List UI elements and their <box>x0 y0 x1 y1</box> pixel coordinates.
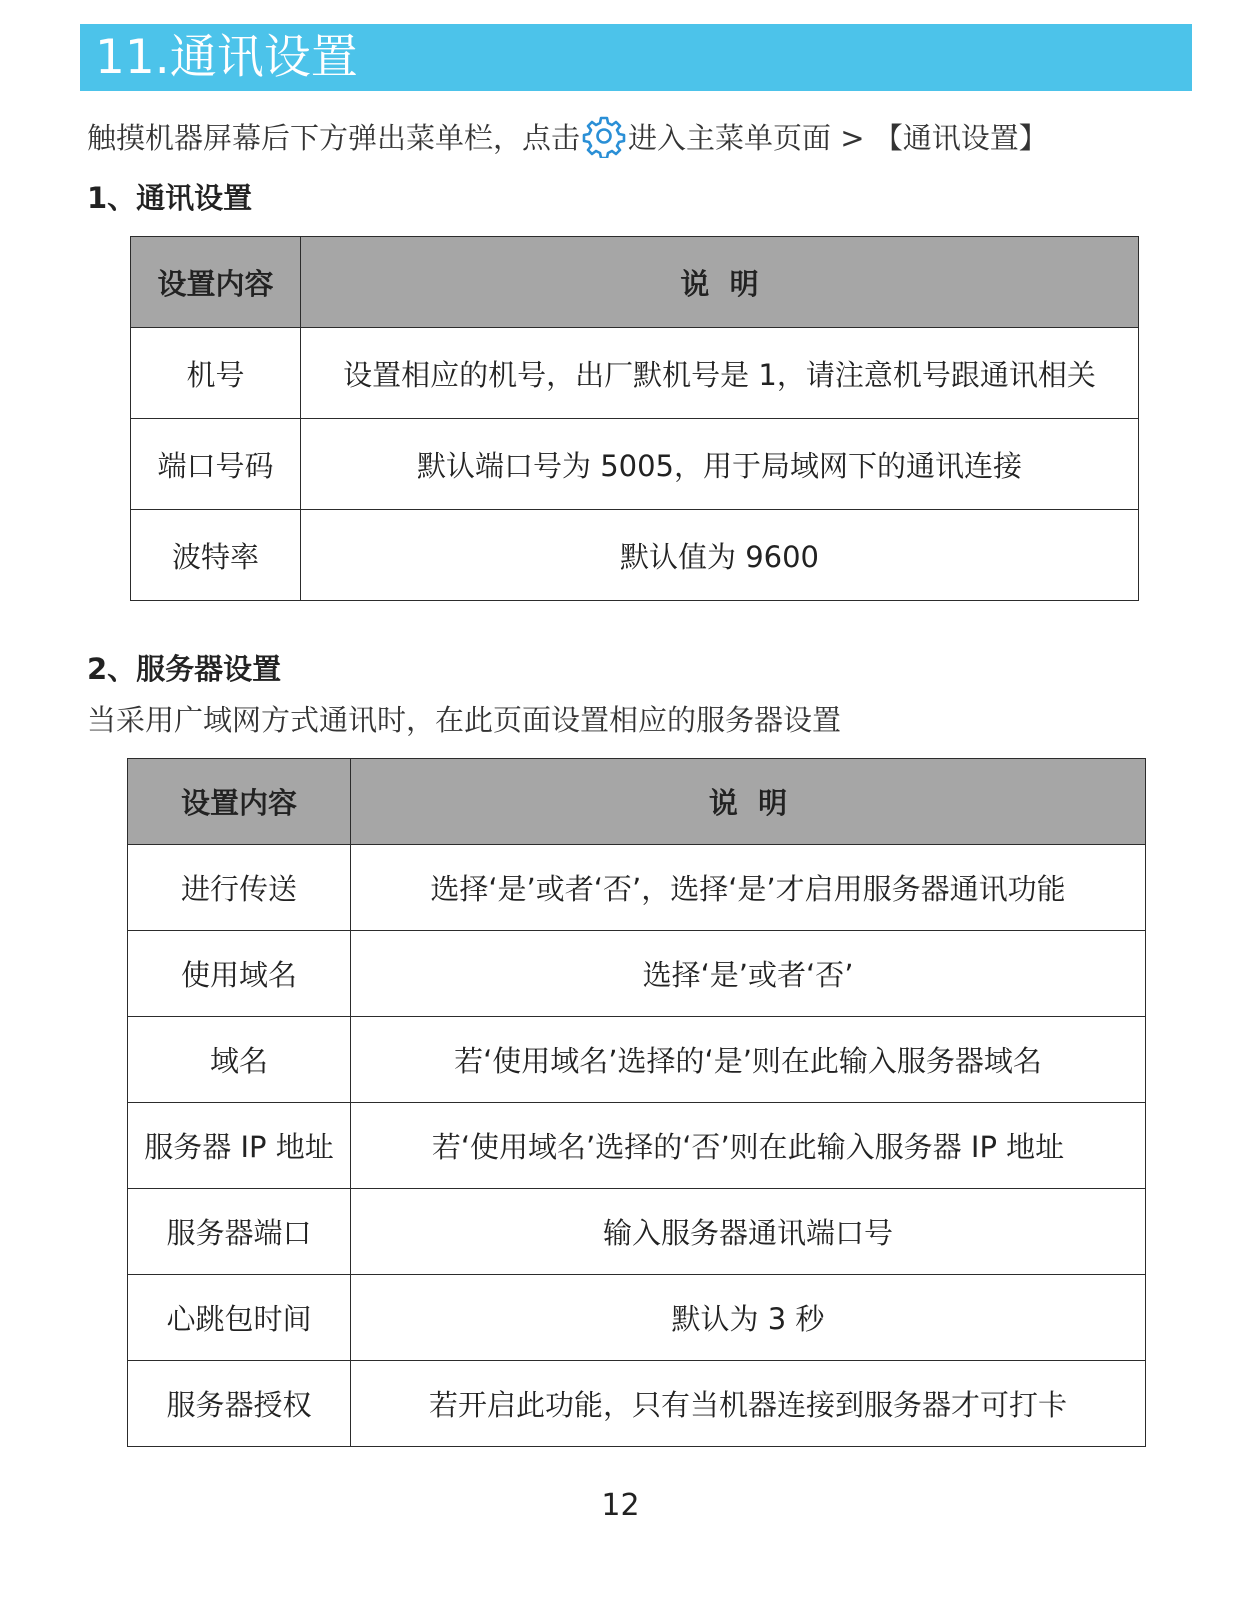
setting-name: 进行传送 <box>128 845 351 931</box>
setting-description: 设置相应的机号，出厂默机号是 1，请注意机号跟通讯相关 <box>301 328 1139 419</box>
setting-name: 域名 <box>128 1017 351 1103</box>
table-row <box>131 510 1139 601</box>
server-settings-table <box>127 758 1146 1447</box>
setting-name: 服务器端口 <box>128 1189 351 1275</box>
chapter-title: 11.通讯设置 <box>95 30 358 85</box>
setting-description: 输入服务器通讯端口号 <box>351 1189 1146 1275</box>
intro-paragraph <box>87 108 1048 164</box>
section1-title: 1、通讯设置 <box>87 181 253 215</box>
table-row <box>128 1017 1146 1103</box>
table-row <box>128 1103 1146 1189</box>
setting-name: 使用域名 <box>128 931 351 1017</box>
table-header-row <box>128 759 1146 845</box>
table-row <box>128 1189 1146 1275</box>
table-row <box>128 845 1146 931</box>
communication-settings-table <box>130 236 1139 601</box>
setting-description: 选择‘是’或者‘否’，选择‘是’才启用服务器通讯功能 <box>351 845 1146 931</box>
setting-description: 若开启此功能，只有当机器连接到服务器才可打卡 <box>351 1361 1146 1447</box>
header-setting-content: 设置内容 <box>128 759 351 845</box>
setting-description: 若‘使用域名’选择的‘是’则在此输入服务器域名 <box>351 1017 1146 1103</box>
setting-description: 默认值为 9600 <box>301 510 1139 601</box>
setting-name: 服务器 IP 地址 <box>128 1103 351 1189</box>
page-number: 12 <box>601 1488 640 1523</box>
setting-description: 选择‘是’或者‘否’ <box>351 931 1146 1017</box>
gear-icon <box>582 114 626 158</box>
chapter-banner <box>80 24 1192 91</box>
table-row <box>128 1361 1146 1447</box>
intro-text-after: 进入主菜单页面 > 【通讯设置】 <box>628 120 1048 155</box>
setting-name: 机号 <box>131 328 301 419</box>
table-row <box>131 419 1139 510</box>
setting-name: 端口号码 <box>131 419 301 510</box>
intro-text-before: 触摸机器屏幕后下方弹出菜单栏，点击 <box>87 120 581 155</box>
setting-description: 默认为 3 秒 <box>351 1275 1146 1361</box>
setting-description: 默认端口号为 5005，用于局域网下的通讯连接 <box>301 419 1139 510</box>
table-row <box>128 931 1146 1017</box>
table-row <box>131 328 1139 419</box>
section2-title: 2、服务器设置 <box>87 652 282 686</box>
setting-description: 若‘使用域名’选择的‘否’则在此输入服务器 IP 地址 <box>351 1103 1146 1189</box>
header-description: 说 明 <box>301 237 1139 328</box>
setting-name: 波特率 <box>131 510 301 601</box>
header-setting-content: 设置内容 <box>131 237 301 328</box>
setting-name: 服务器授权 <box>128 1361 351 1447</box>
table-row <box>128 1275 1146 1361</box>
section2-description: 当采用广域网方式通讯时，在此页面设置相应的服务器设置 <box>87 703 842 737</box>
header-description: 说 明 <box>351 759 1146 845</box>
table-header-row <box>131 237 1139 328</box>
setting-name: 心跳包时间 <box>128 1275 351 1361</box>
